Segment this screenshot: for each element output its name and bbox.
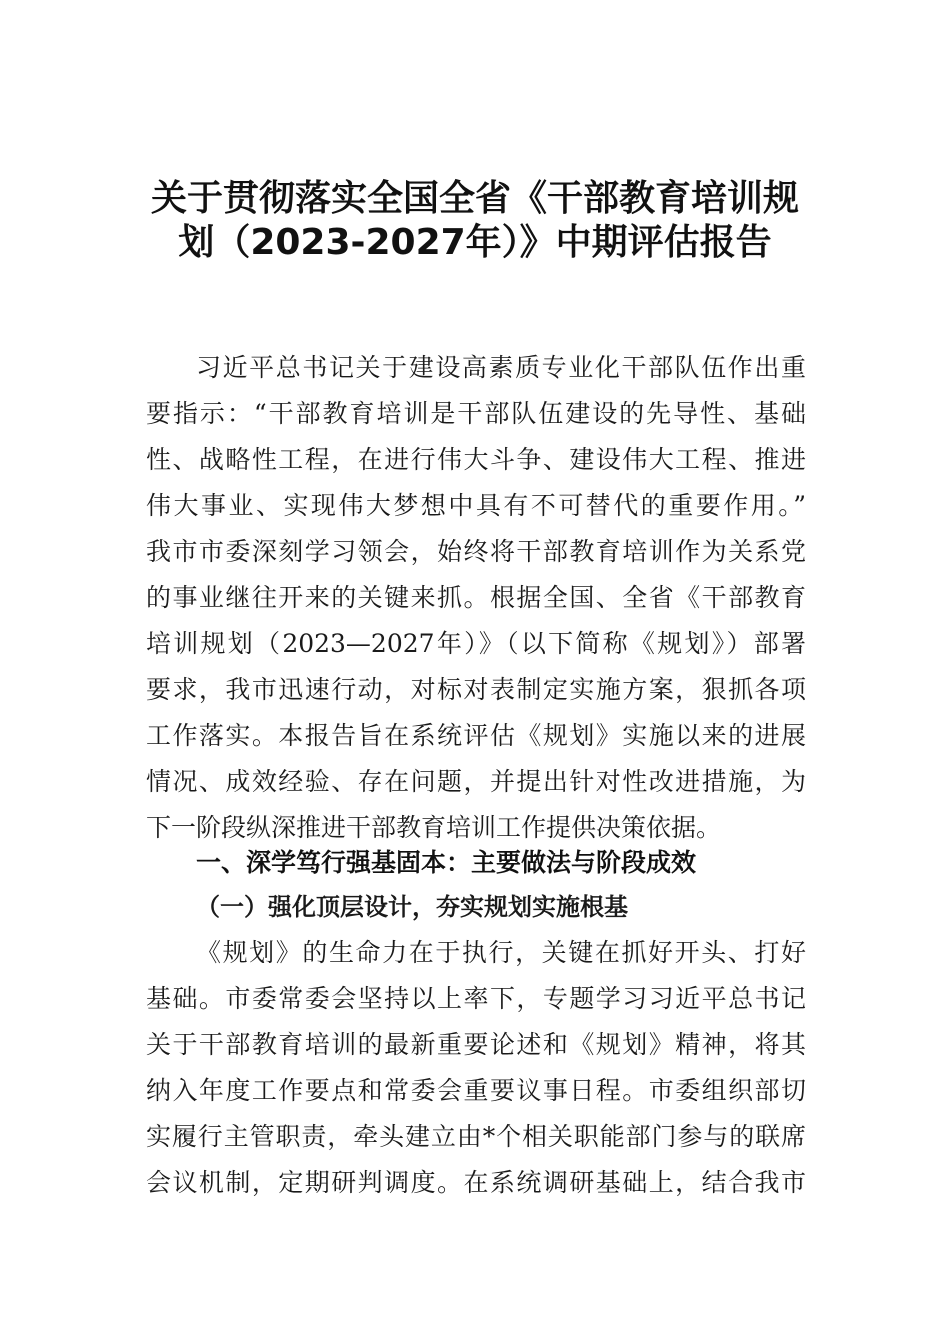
intro-line: 要求，我市迅速行动，对标对表制定实施方案，狠抓各项 — [146, 675, 806, 704]
document-title-line-2: 划（2023-2027年）》中期评估报告 — [178, 222, 772, 263]
intro-line: 伟大事业、实现伟大梦想中具有不可替代的重要作用。” — [146, 491, 806, 520]
body-line: 会议机制，定期研判调度。在系统调研基础上，结合我市 — [146, 1168, 806, 1197]
intro-line: 习近平总书记关于建设高素质专业化干部队伍作出重 — [196, 353, 806, 382]
intro-line: 下一阶段纵深推进干部教育培训工作提供决策依据。 — [146, 813, 722, 842]
intro-line: 情况、成效经验、存在问题，并提出针对性改进措施，为 — [146, 767, 806, 796]
body-line: 基础。市委常委会坚持以上率下，专题学习习近平总书记 — [146, 984, 806, 1013]
intro-line: 的事业继往开来的关键来抓。根据全国、全省《干部教育 — [146, 583, 806, 612]
body-line: 《规划》的生命力在于执行，关键在抓好开头、打好 — [196, 938, 806, 967]
subsection-heading: （一）强化顶层设计，夯实规划实施根基 — [196, 892, 628, 921]
intro-line: 培训规划（2023—2027年）》（以下简称《规划》）部署 — [146, 629, 806, 658]
body-line: 关于干部教育培训的最新重要论述和《规划》精神，将其 — [146, 1030, 806, 1059]
intro-line: 工作落实。本报告旨在系统评估《规划》实施以来的进展 — [146, 721, 806, 750]
section-heading: 一、深学笃行强基固本：主要做法与阶段成效 — [196, 848, 697, 877]
intro-line: 要指示：“干部教育培训是干部队伍建设的先导性、基础 — [146, 399, 806, 428]
body-line: 纳入年度工作要点和常委会重要议事日程。市委组织部切 — [146, 1076, 806, 1105]
document-title-line-1: 关于贯彻落实全国全省《干部教育培训规 — [150, 178, 799, 219]
intro-line: 性、战略性工程，在进行伟大斗争、建设伟大工程、推进 — [146, 445, 806, 474]
intro-line: 我市市委深刻学习领会，始终将干部教育培训作为关系党 — [146, 537, 806, 566]
body-line: 实履行主管职责，牵头建立由*个相关职能部门参与的联席 — [146, 1122, 806, 1151]
